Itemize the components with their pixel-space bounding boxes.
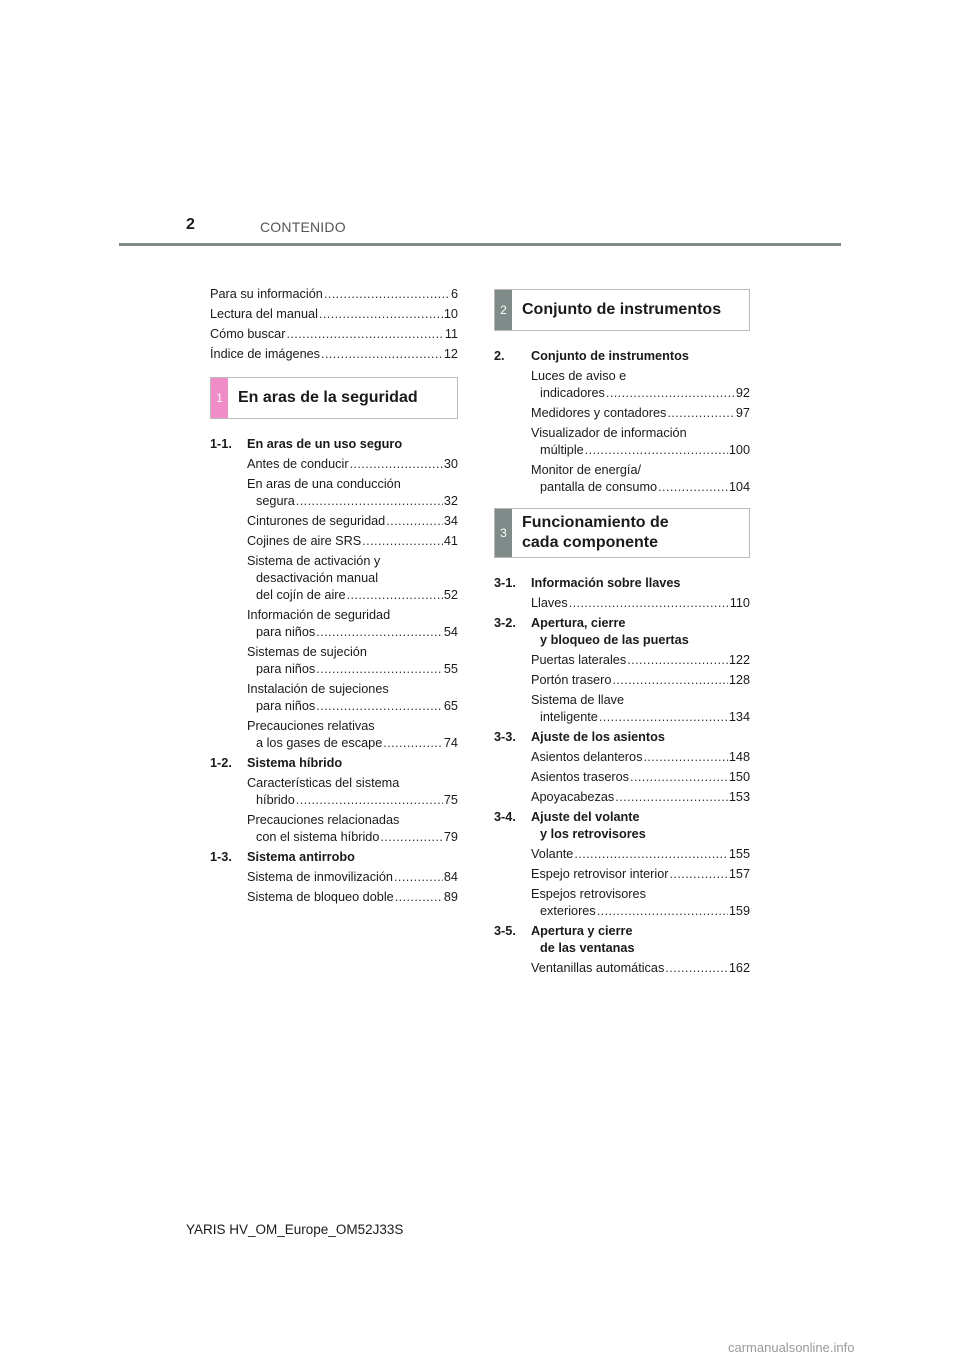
section-heading[interactable]: 3-3. Ajuste de los asientos	[494, 730, 665, 744]
chapter-3-tab: 3	[495, 509, 512, 557]
toc-entry[interactable]: Sistema de inmovilización ..... 84	[247, 869, 458, 886]
document-code: YARIS HV_OM_Europe_OM52J33S	[186, 1222, 404, 1237]
chapter-1-title: En aras de la seguridad	[238, 389, 418, 406]
section-heading[interactable]: 1-1. En aras de un uso seguro	[210, 437, 403, 451]
toc-entry[interactable]: Portón trasero ..... 128	[531, 672, 750, 689]
toc-entry[interactable]: Apoyacabezas ..... 153	[531, 789, 750, 806]
watermark: carmanualsonline.info	[728, 1340, 855, 1355]
section-heading[interactable]: 3-5. Apertura y cierre de las ventanas	[494, 924, 635, 955]
toc-entry[interactable]: Índice de imágenes ..... 12	[210, 346, 458, 363]
chapter-3-title: Funcionamiento de cada componente	[522, 514, 669, 551]
toc-entry[interactable]: Asientos traseros ..... 150	[531, 769, 750, 786]
toc-entry[interactable]: Cinturones de seguridad ..... 34	[247, 513, 458, 530]
toc-entry[interactable]: Antes de conducir ..... 30	[247, 456, 458, 473]
chapter-2-sections	[494, 348, 750, 496]
toc-entry[interactable]: Puertas laterales ..... 122	[531, 652, 750, 669]
toc-entry[interactable]: Precauciones relacionadas con el sistema híbrido ..... 79	[247, 812, 458, 846]
toc-entry[interactable]: Volante ..... 155	[531, 846, 750, 863]
section-heading[interactable]: 3-2. Apertura, cierre y bloqueo de las puertas	[494, 616, 689, 647]
header-rule	[119, 243, 841, 246]
toc-entry[interactable]: Lectura del manual ..... 10	[210, 306, 458, 323]
section-heading[interactable]: 3-4. Ajuste del volante y los retrovisores	[494, 810, 646, 841]
toc-entry[interactable]: Para su información ..... 6	[210, 286, 458, 303]
chapter-2-header[interactable]	[494, 289, 750, 331]
toc-entry[interactable]: Luces de aviso e indicadores ..... 92	[531, 368, 750, 402]
toc-entry[interactable]: Monitor de energía/ pantalla de consumo ..... 104	[531, 462, 750, 496]
section-heading[interactable]: 3-1. Información sobre llaves	[494, 576, 681, 590]
toc-entry[interactable]: Cómo buscar ..... 11	[210, 326, 458, 343]
section-heading[interactable]: 1-2. Sistema híbrido	[210, 756, 343, 770]
toc-entry[interactable]: Espejos retrovisores exteriores ..... 159	[531, 886, 750, 920]
section-heading[interactable]: 2. Conjunto de instrumentos	[494, 349, 689, 363]
chapter-1-header[interactable]	[210, 377, 458, 419]
toc-entry[interactable]: Espejo retrovisor interior ..... 157	[531, 866, 750, 883]
toc-entry[interactable]: Sistemas de sujeción para niños ..... 55	[247, 644, 458, 678]
toc-entry[interactable]: Precauciones relativas a los gases de escape ..... 74	[247, 718, 458, 752]
toc-entry[interactable]: Sistema de bloqueo doble ..... 89	[247, 889, 458, 906]
toc-entry[interactable]: Ventanillas automáticas ..... 162	[531, 960, 750, 977]
toc-entry[interactable]: Información de seguridad para niños ..... 54	[247, 607, 458, 641]
running-head: CONTENIDO	[260, 219, 346, 235]
toc-entry[interactable]: Características del sistema híbrido ..... 75	[247, 775, 458, 809]
section-heading[interactable]: 1-3. Sistema antirrobo	[210, 850, 355, 864]
chapter-2-tab: 2	[495, 290, 512, 330]
toc-entry[interactable]: Instalación de sujeciones para niños ..... 65	[247, 681, 458, 715]
toc-entry[interactable]: Sistema de llave inteligente ..... 134	[531, 692, 750, 726]
chapter-1-tab: 1	[211, 378, 228, 418]
intro-list	[210, 286, 458, 363]
toc-entry[interactable]: Sistema de activación y desactivación manual del cojín de aire ..... 52	[247, 553, 458, 604]
chapter-2-title: Conjunto de instrumentos	[522, 301, 722, 318]
chapter-3-header[interactable]	[494, 508, 750, 558]
toc-entry[interactable]: Asientos delanteros ..... 148	[531, 749, 750, 766]
chapter-3-sections	[494, 575, 750, 977]
toc-entry[interactable]: Cojines de aire SRS ..... 41	[247, 533, 458, 550]
toc-entry[interactable]: Visualizador de información múltiple ..... 100	[531, 425, 750, 459]
page-number: 2	[186, 216, 195, 233]
chapter-1-sections	[210, 436, 458, 906]
toc-entry[interactable]: Medidores y contadores ..... 97	[531, 405, 750, 422]
toc-entry[interactable]: En aras de una conducción segura ..... 32	[247, 476, 458, 510]
toc-right-column	[494, 289, 750, 980]
toc-entry[interactable]: Llaves ..... 110	[531, 595, 750, 612]
toc-left-column	[210, 286, 458, 909]
